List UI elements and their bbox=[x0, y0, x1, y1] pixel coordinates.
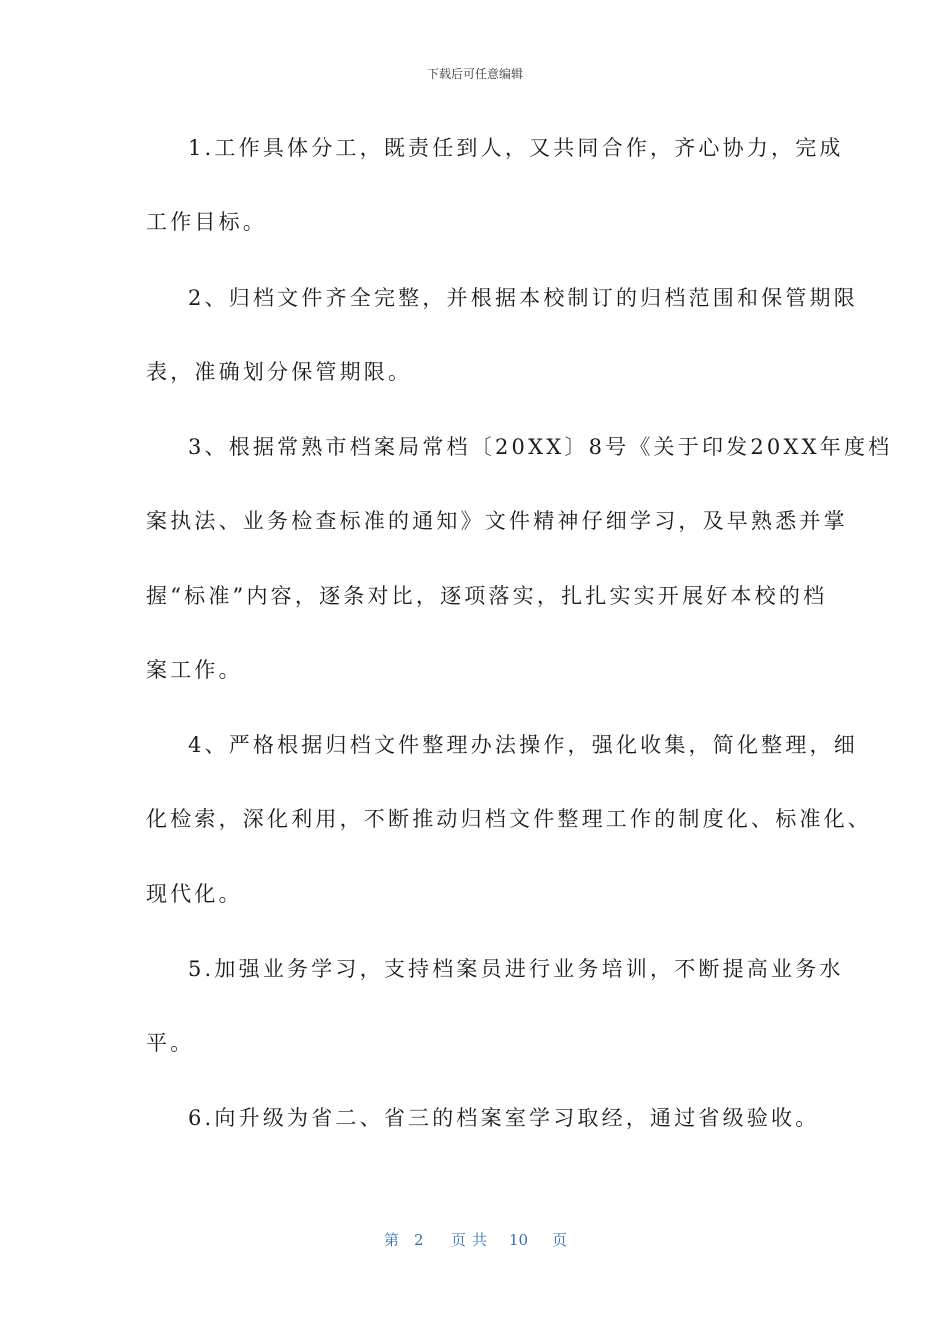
paragraph-line: 3、根据常熟市档案局常档〔20XX〕8号《关于印发20XX年度档 bbox=[188, 435, 893, 459]
paragraph-line: 案工作。 bbox=[146, 658, 243, 682]
paragraph-line: 化检索，深化利用，不断推动归档文件整理工作的制度化、标准化、 bbox=[146, 807, 872, 831]
paragraph-line: 握“标准”内容，逐条对比，逐项落实，扎扎实实开展好本校的档 bbox=[146, 584, 828, 608]
page-header: 下载后可任意编辑 bbox=[426, 67, 523, 81]
paragraph-line: 5.加强业务学习，支持档案员进行业务培训，不断提高业务水 bbox=[188, 957, 844, 981]
paragraph-line: 表，准确划分保管期限。 bbox=[146, 360, 413, 384]
paragraph-line: 2、归档文件齐全完整，并根据本校制订的归档范围和保管期限 bbox=[188, 286, 858, 310]
paragraph-line: 现代化。 bbox=[146, 882, 243, 906]
paragraph-line: 6.向升级为省二、省三的档案室学习取经，通过省级验收。 bbox=[188, 1106, 820, 1130]
footer-page-number: 2 bbox=[414, 1231, 424, 1249]
paragraph-line: 平。 bbox=[146, 1031, 195, 1055]
paragraph-line: 1.工作具体分工，既责任到人，又共同合作，齐心协力，完成 bbox=[188, 136, 844, 160]
paragraph-line: 案执法、业务检查标准的通知》文件精神仔细学习，及早熟悉并掌 bbox=[146, 509, 848, 533]
footer-mid: 页共 bbox=[451, 1231, 494, 1249]
footer-suffix: 页 bbox=[552, 1231, 568, 1249]
paragraph-line: 工作目标。 bbox=[146, 210, 267, 234]
footer-total-pages: 10 bbox=[509, 1231, 529, 1249]
paragraph-line: 4、严格根据归档文件整理办法操作，强化收集，简化整理，细 bbox=[188, 733, 858, 757]
footer-prefix: 第 bbox=[384, 1231, 400, 1249]
